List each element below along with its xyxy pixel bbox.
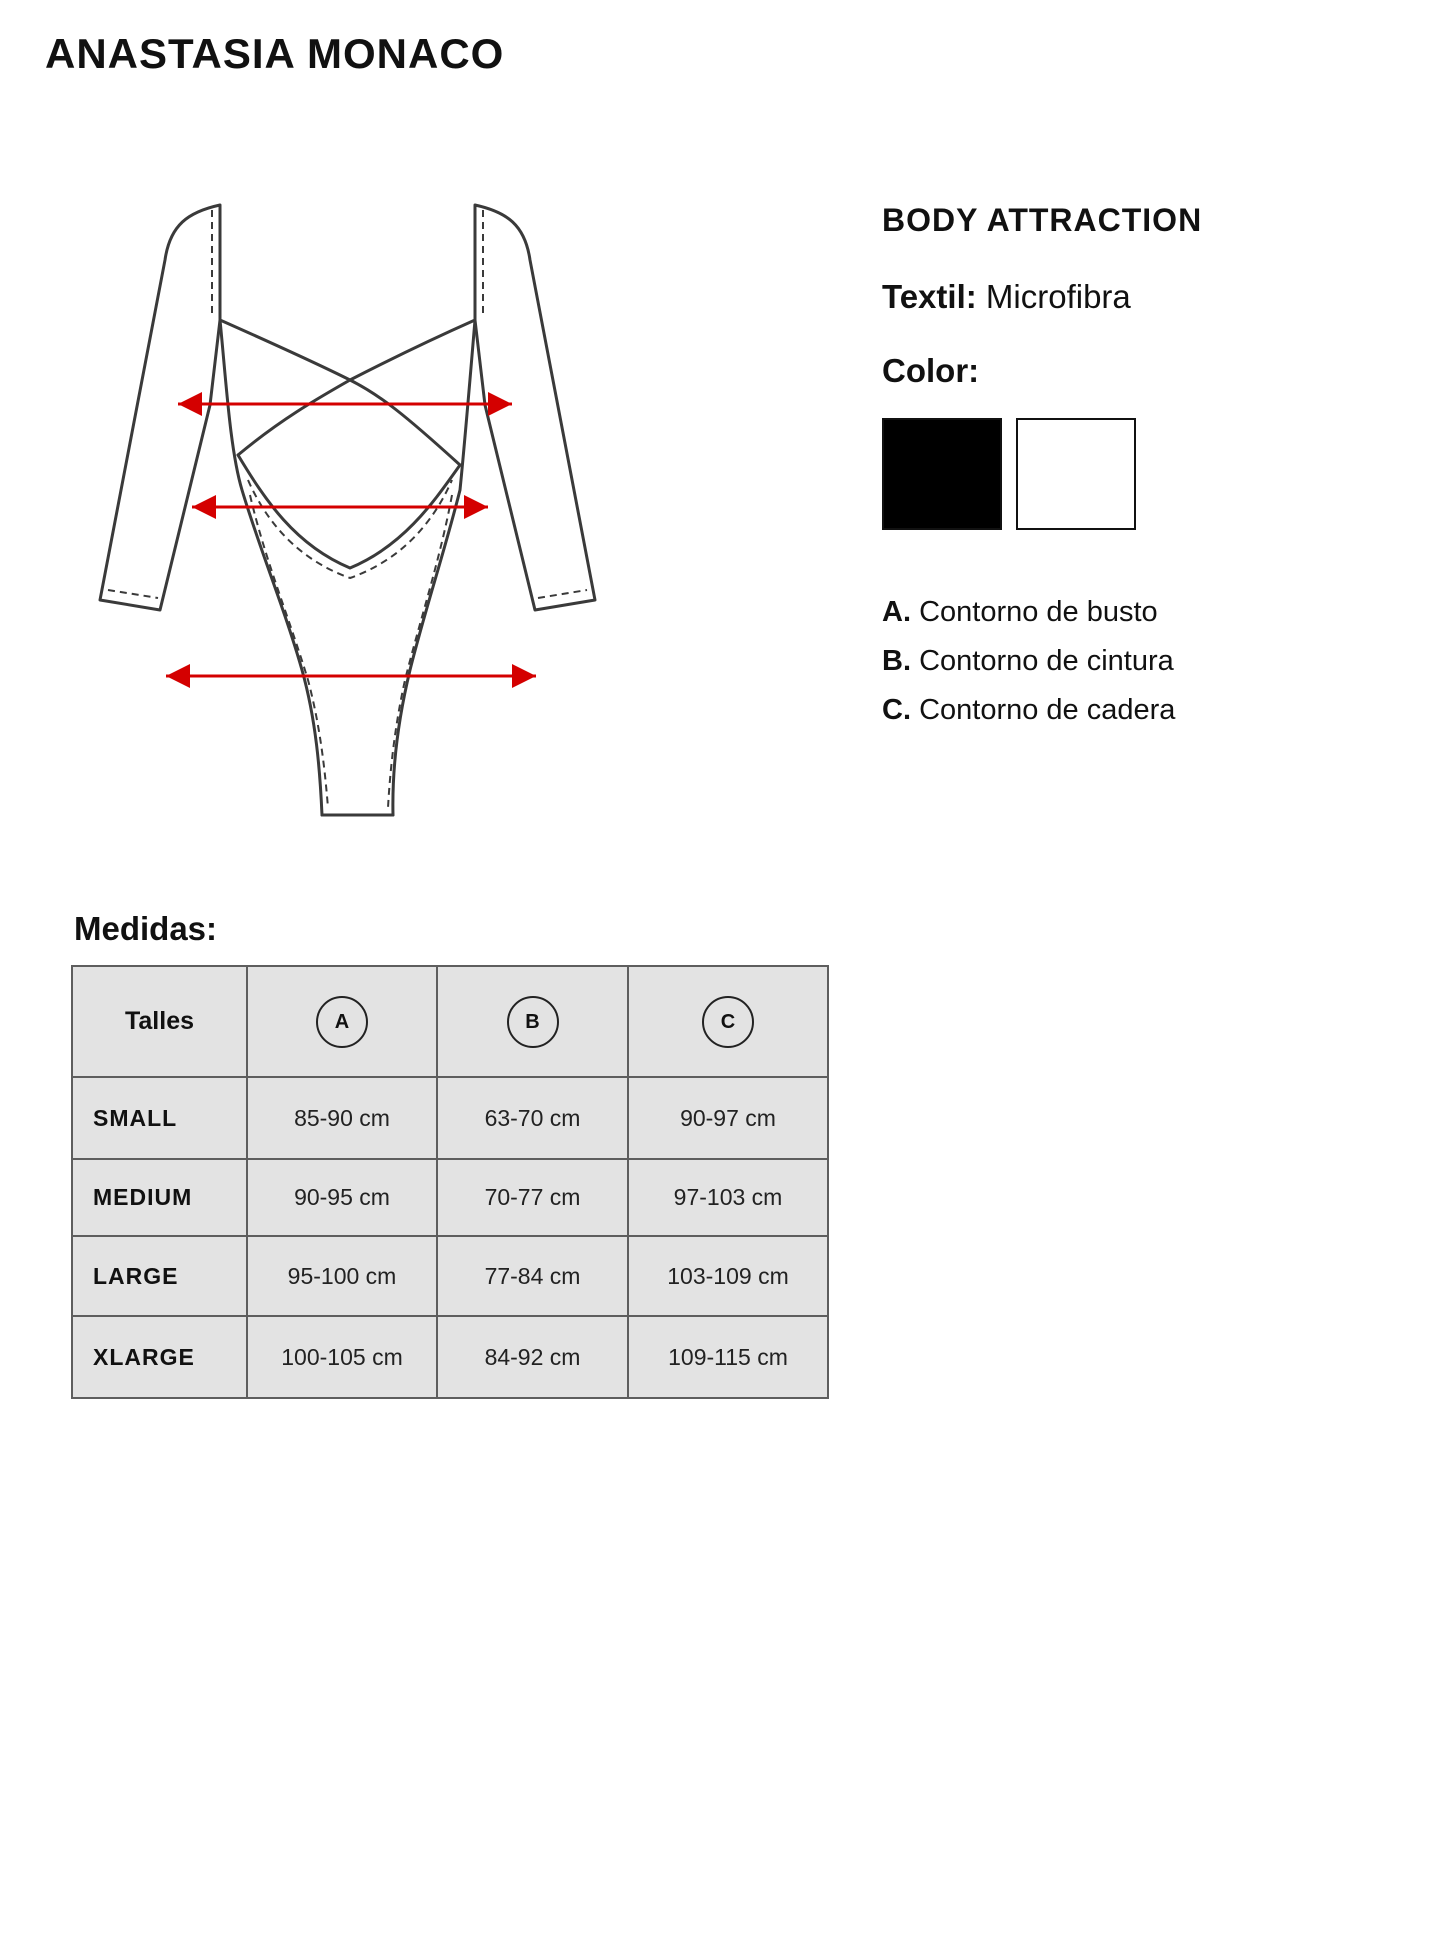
legend-letter: B. bbox=[882, 645, 911, 677]
size-b-value: 77-84 cm bbox=[437, 1236, 628, 1316]
measurement-legend bbox=[882, 592, 1175, 739]
table-row bbox=[72, 1236, 828, 1316]
size-a-value: 85-90 cm bbox=[247, 1077, 437, 1159]
size-name: LARGE bbox=[72, 1236, 247, 1316]
color-swatches bbox=[882, 418, 1136, 530]
legend-letter: C. bbox=[882, 694, 911, 726]
legend-text: Contorno de cintura bbox=[919, 645, 1174, 677]
header-talles: Talles bbox=[72, 966, 247, 1077]
stitch-lines bbox=[108, 210, 587, 808]
legend-text: Contorno de busto bbox=[919, 596, 1158, 628]
size-name: MEDIUM bbox=[72, 1159, 247, 1236]
legend-item bbox=[882, 641, 1175, 690]
legend-letter: A. bbox=[882, 596, 911, 628]
color-label: Color: bbox=[882, 352, 980, 389]
size-b-value: 84-92 cm bbox=[437, 1316, 628, 1398]
garment-sketch bbox=[80, 190, 640, 850]
sizes-title: Medidas: bbox=[74, 910, 218, 947]
size-c-value: 90-97 cm bbox=[628, 1077, 828, 1159]
size-name: SMALL bbox=[72, 1077, 247, 1159]
color-swatch-black[interactable] bbox=[882, 418, 1002, 530]
textil-line bbox=[882, 278, 1131, 316]
textil-value: Microfibra bbox=[985, 278, 1131, 315]
product-title: BODY ATTRACTION bbox=[882, 202, 1203, 238]
table-row bbox=[72, 1159, 828, 1236]
size-a-value: 100-105 cm bbox=[247, 1316, 437, 1398]
size-a-value: 95-100 cm bbox=[247, 1236, 437, 1316]
table-header-row bbox=[72, 966, 828, 1077]
size-table bbox=[71, 965, 829, 1399]
circle-b-badge: B bbox=[507, 996, 559, 1048]
legend-text: Contorno de cadera bbox=[919, 694, 1176, 726]
measurement-arrows bbox=[166, 392, 536, 688]
header-b bbox=[437, 966, 628, 1077]
circle-a-badge: A bbox=[316, 996, 368, 1048]
size-name: XLARGE bbox=[72, 1316, 247, 1398]
table-row bbox=[72, 1077, 828, 1159]
header-c bbox=[628, 966, 828, 1077]
bodysuit-outline bbox=[100, 205, 595, 815]
size-b-value: 63-70 cm bbox=[437, 1077, 628, 1159]
circle-c-badge: C bbox=[702, 996, 754, 1048]
arrow-c bbox=[166, 664, 536, 688]
table-row bbox=[72, 1316, 828, 1398]
textil-label: Textil: bbox=[882, 278, 977, 315]
size-c-value: 103-109 cm bbox=[628, 1236, 828, 1316]
size-c-value: 109-115 cm bbox=[628, 1316, 828, 1398]
size-b-value: 70-77 cm bbox=[437, 1159, 628, 1236]
size-c-value: 97-103 cm bbox=[628, 1159, 828, 1236]
size-a-value: 90-95 cm bbox=[247, 1159, 437, 1236]
product-info bbox=[882, 200, 1402, 726]
color-swatch-white[interactable] bbox=[1016, 418, 1136, 530]
brand-logo: ANASTASIA MONACO bbox=[45, 30, 505, 77]
header-a bbox=[247, 966, 437, 1077]
legend-item bbox=[882, 690, 1175, 739]
legend-item bbox=[882, 592, 1175, 641]
